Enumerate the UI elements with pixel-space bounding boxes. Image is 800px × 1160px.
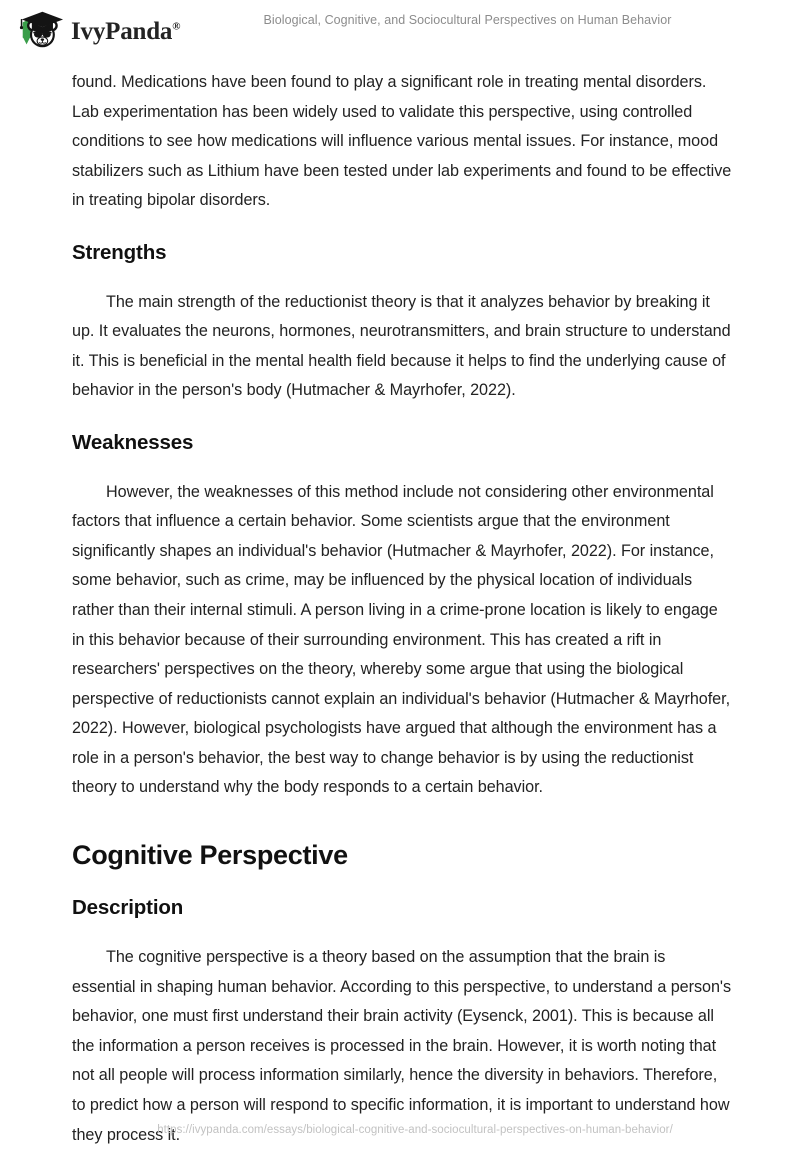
- heading-description: Description: [72, 896, 184, 920]
- continued-paragraph: found. Medications have been found to play a significant role in treating mental disorders. Lab experimentation has been widely used to validate this perspective, using controlled conditions to see how medications will influence various mental issues. For instance, mood stabilizers such as Lithium have been tested under lab experiments and found to be effective in treating bipolar disorders.: [72, 73, 732, 210]
- page-footer: [0, 1120, 800, 1138]
- heading-cognitive-perspective: Cognitive Perspective: [72, 840, 348, 871]
- heading-strengths: Strengths: [72, 240, 167, 264]
- document-header-title: Biological, Cognitive, and Sociocultural Perspectives on Human Behavior: [263, 13, 672, 27]
- heading-weaknesses: Weaknesses: [72, 430, 194, 454]
- brand-name-text: IvyPanda: [71, 17, 173, 45]
- page-header: [0, 0, 800, 62]
- paragraph-weaknesses: However, the weaknesses of this method include not considering other environmental factors that influence a certain behavior. Some scientists argue that the environment significantly shapes an individual's behavior (Hutmacher & Mayrhofer, 2022). For instance, some behavior, such as crime, may be influenced by the physical location of individuals rather than their internal stimuli. A person living in a crime-prone location is likely to engage in this behavior because of their surrounding environment. This has created a rift in researchers' perspectives on the theory, whereby some argue that using the biological perspective of reductionists cannot explain an individual's behavior (Hutmacher & Mayrhofer, 2022). However, biological psychologists have argued that although the environment has a role in a person's behavior, the best way to change behavior is by using the reductionist theory to understand why the body responds to a certain behavior.: [72, 482, 731, 797]
- registered-mark: ®: [172, 20, 181, 33]
- paragraph-strengths: The main strength of the reductionist theory is that it analyzes behavior by breaking it up. It evaluates the neurons, hormones, neurotransmitters, and brain structure to understand it. This is beneficial in the mental health field because it helps to find the underlying cause of behavior in the person's body (Hutmacher & Mayrhofer, 2022).: [72, 292, 731, 400]
- document-body: [72, 68, 732, 1150]
- source-url-link[interactable]: https://ivypanda.com/essays/biological-cognitive-and-sociocultural-perspectives-on-human-behavior/: [157, 1124, 673, 1136]
- paragraph-description: The cognitive perspective is a theory based on the assumption that the brain is essential in shaping human behavior. According to this perspective, to understand a person's behavior, one must first understand their brain activity (Eysenck, 2001). This is because all the information a person receives is processed in the brain. However, it is worth noting that not all people will process information similarly, hence the diversity in behaviors. Therefore, to predict how a person will respond to specific information, it is important to understand how they process it.: [72, 948, 731, 1144]
